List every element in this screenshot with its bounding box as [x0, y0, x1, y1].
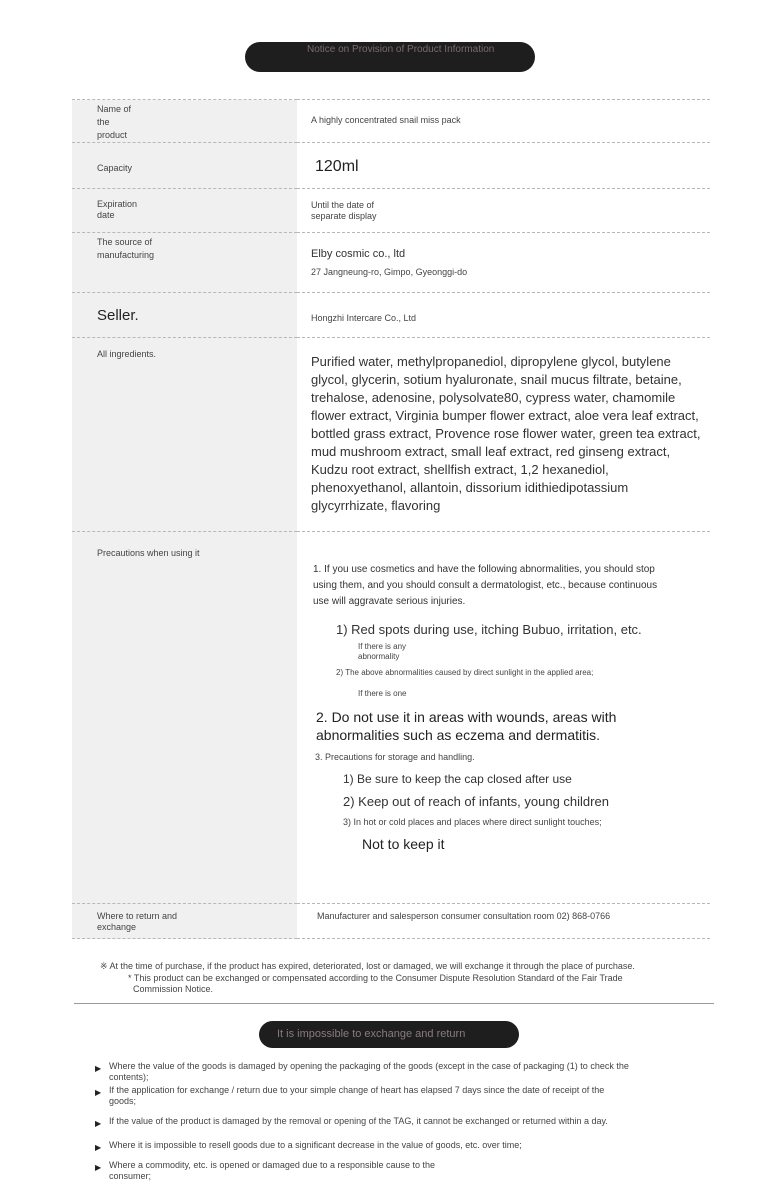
product-info-table	[72, 99, 710, 939]
bullet-triangle-icon: ▶	[95, 1143, 102, 1152]
table-row	[72, 233, 710, 293]
table-row	[72, 100, 710, 143]
list-item: ▶ If the application for exchange / return due to your simple change of heart has elapsed 7 days since the date of receipt of the goods;	[95, 1085, 605, 1106]
table-row	[72, 143, 710, 189]
bullet-triangle-icon: ▶	[95, 1119, 102, 1128]
table-row	[72, 904, 710, 939]
row-label-seller: Seller.	[72, 293, 297, 338]
row-value-ingredients: Purified water, methylpropanediol, dipropylene glycol, butylene glycol, glycerin, sotium hyaluronate, snail mucus filtrate, betaine, trehalose, adenosine, polysolvate80, cypress water, chamomile flower extract, Virginia bumper flower extract, aloe vera leaf extract, bottled grass extract, Provence rose flower water, green tea extract, mud mushroom extract, small leaf extract, red ginseng extract, Kudzu root extract, shellfish extract, 1,2 hexanediol, phenoxyethanol, allantoin, dissorium idithiedipotassium glycyrrhizate, flavoring	[297, 338, 710, 532]
table-row	[72, 189, 710, 233]
row-value-name: A highly concentrated snail miss pack	[297, 100, 710, 143]
bullet-triangle-icon: ▶	[95, 1163, 102, 1172]
row-label-return: Where to return and exchange	[72, 904, 297, 939]
list-item: ▶ Where it is impossible to resell goods due to a significant decrease in the value of goods, etc. over time;	[95, 1140, 522, 1152]
exchange-title: It is impossible to exchange and return	[259, 1021, 519, 1048]
row-label-capacity: Capacity	[72, 143, 297, 189]
list-item: ▶ Where the value of the goods is damaged by opening the packaging of the goods (except in the case of packaging (1) to check the contents);	[95, 1061, 629, 1082]
row-label-source: The source of manufacturing	[72, 233, 297, 293]
list-item: ▶ Where a commodity, etc. is opened or damaged due to a responsible cause to the consumer;	[95, 1160, 436, 1181]
footnote-purchase: ※ At the time of purchase, if the product has expired, deteriorated, lost or damaged, we will exchange it through the place of purchase.	[100, 961, 635, 971]
row-label-name: Name of the product	[72, 100, 297, 143]
row-label-expiration: Expiration date	[72, 189, 297, 233]
table-row	[72, 532, 710, 904]
footnote-exchange-standard: * This product can be exchanged or compensated according to the Consumer Dispute Resolution Standard of the Fair Trade Commission Notice.	[128, 973, 623, 994]
row-value-seller: Hongzhi Intercare Co., Ltd	[297, 293, 710, 338]
bullet-triangle-icon: ▶	[95, 1088, 102, 1097]
row-value-expiration: Until the date of separate display	[297, 189, 710, 233]
row-value-source: Elby cosmic co., ltd 27 Jangneung-ro, Gimpo, Gyeonggi-do	[297, 233, 710, 293]
list-item: ▶ If the value of the product is damaged by the removal or opening of the TAG, it cannot be exchanged or returned within a day.	[95, 1116, 608, 1128]
table-row	[72, 293, 710, 338]
bullet-triangle-icon: ▶	[95, 1064, 102, 1073]
divider	[74, 1003, 714, 1004]
notice-title: Notice on Provision of Product Information	[245, 42, 535, 72]
table-row	[72, 338, 710, 532]
row-label-ingredients: All ingredients.	[72, 338, 297, 532]
row-value-precautions: 1. If you use cosmetics and have the following abnormalities, you should stop using them, and you should consult a dermatologist, etc., because continuous use will aggravate serious injuries. 1) Red spots during use, itching Bubuo, irritation, etc. If there is any abnormality 2) The above abnormalities caused by direct sunlight in the applied area; If there is one 2. Do not use it in areas with wounds, areas with abnormalities such as eczema and dermatitis. 3. Precautions for storage and handling. 1) Be sure to keep the cap closed after use 2) Keep out of reach of infants, young children 3) In hot or cold places and places where direct sunlight touches; Not to keep it	[297, 532, 710, 904]
row-value-capacity: 120ml	[297, 143, 710, 189]
row-value-return: Manufacturer and salesperson consumer consultation room 02) 868-0766	[297, 904, 710, 939]
row-label-precautions: Precautions when using it	[72, 532, 297, 904]
